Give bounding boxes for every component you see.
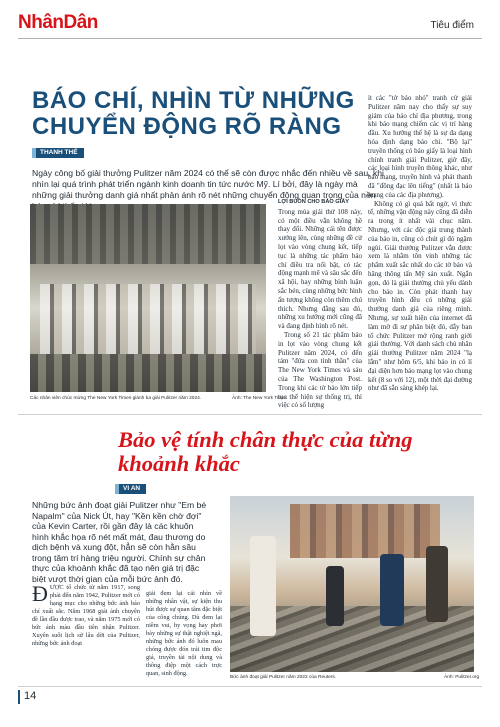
header-rule [18,38,482,39]
photo-band [30,204,266,264]
paragraph: Không có gì quá bất ngờ, vì thực tế, những vận động này cũng đã diễn ra trong ít nhất vài chục năm. Nhưng, với các độc giả trung thành của báo in, cũng có chút gì đó ngậm ngùi. Giải thưởng Pulitzer vẫn được xem là nhằm tôn vinh những tác phẩm xuất sắc nhất do các tờ báo và hãng thông tấn Mỹ sản xuất. Ngắn gọn, đó là giải thưởng chủ yếu dành cho báo in. Còn phát thanh hay truyền hình đều có những giải thưởng danh giá của riêng mình. Nhưng, sự xuất hiện của internet đã làm mờ đi sự phân biệt đó, dẫy ban tổ chức Pulitzer mở rộng ranh giới giải thưởng. Với danh sách chủ nhân giải thưởng Pulitzer năm 2024 "lạ lẫm" như hôm 6/5, khi báo in có lí đại diện hơn báo mạng lọt vào chung kết (8 so với 12), một thời đại đường như đã sẵn sàng khép lại. [368,199,472,393]
article1-author-tag: THANH THẾ [32,148,84,158]
article1-column-2 [278,198,362,410]
page-number: 14 [24,690,37,702]
section-divider [18,414,482,415]
article2-column-2: giải đem lại cái nhìn về những nhân vật, sự kiện thu hút được sự quan tâm đặc biệt của công chúng. Dù đem lại niềm vui, hy vọng hay phơi bày những sự thật nghiệt ngã, những bức ảnh đó luôn mau chóng được đón trái tim độc giả, truyền tải nội dung và thông điệp một cách trực quan, sinh động. [146,590,222,677]
article1-column-3 [368,94,472,393]
article2-photo [230,496,474,672]
photo-figure [326,566,344,626]
article2-title: Bảo vệ tính chân thực của từng khoảnh khắc [118,427,413,476]
paragraph: ít các "tờ báo nhỏ" tranh cử giải Pulitzer năm nay cho thấy sự suy giảm của báo chí địa phương, trong khi báo mạng chiếm các vị trí hàng đầu. Xu hướng thế hệ là sự đa dạng hóa định dạng báo chí. "Bộ lại" truyền thống có báo giấy là loại hình chính tranh giải Pulitzer, giờ đây, các loại hình truyền thông khác, như báo mạng, truyền hình và phát thanh đã "đồng đạc lên tiếng" (nhất là báo mạng của các địa phương). [368,94,472,199]
article1-title: BÁO CHÍ, NHÌN TỪ NHỮNG CHUYỂN ĐỘNG RÕ RÀNG [32,87,355,140]
photo-figure [426,546,448,622]
article1-subhead: LỢI BUỒN CHO BÁO GIẤY [278,199,349,205]
photo-band [30,354,266,392]
article1-lede: Ngày công bố giải thưởng Pulitzer năm 2024 có thể sẽ còn được nhắc đến nhiều về sau, khi nhìn lại quá trình phát triển ngành kinh doanh tin tức nước Mỹ. Lí bởi, đây là ngày mà những giải thưởng danh giá nhất phản ánh rõ nét những chuyển động quan trọng của nền [32,168,384,200]
paragraph: Trong số 21 tác phẩm báo in lọt vào vòng chung kết Pulitzer năm 2024, có đến tám "đứa con tinh thần" của The New York Times và sáu của The Washington Post. Trong khi các tờ báo lớn tiếp tục thể hiện sự thống trị, thì việc có số lượng [278,330,362,410]
footer-bar [18,690,488,704]
article1-photo-credit: Ảnh: The New York Times [232,396,288,401]
photo-figure [380,554,404,626]
newspaper-logo: NhânDân [18,12,98,33]
article1-photo [30,204,266,392]
article2-column-1 [32,581,140,648]
article2-author-tag: VI AN [115,484,146,494]
photo-band [290,504,440,558]
article1-photo-caption: Các nhân viên chúc mừng The New York Times giành ba giải Pulitzer năm 2024. [30,396,202,401]
dropcap: Đ [32,581,48,606]
article2-photo-credit: Ảnh: Pulitzer.org [444,675,480,680]
paragraph: Trong mùa giải thứ 108 này, có một điều vẫn không hề thay đổi. Những cái tên được xướng lên, cùng những đề cử lọt vào vòng chung kết, tiếp tục là những tác phẩm báo chí điều tra nổi bật, có tác động mạnh mẽ và sâu sắc đến xã hội, hay những bình luận sắc bén, cùng những bức hình ấn tượng không còn thêm chú thích. Nhưng đằng sau đó, những xu hướng mới cũng đã và đang định hình rõ nét. [278,207,362,331]
footer-rule [18,686,482,687]
paragraph: ƯỢC tổ chức từ năm 1917, song phải đến năm 1942, Pulitzer mới có hạng mục cho những bức ảnh báo chí xuất sắc. Năm 1968 giải ảnh chuyên đề lần đầu được trao, và năm 1975 mới có bức ảnh màu đầu tiên nhận Pulitzer. Xuyên suốt lịch sử lâu dời của Pulitzer, những bức ảnh đoạt [32,584,140,647]
article2-photo-caption: Bức ảnh đoạt giải Pulitzer năm 2022 của Reuters. [230,675,337,680]
photo-figure [250,536,276,636]
section-label: Tiêu điểm [430,20,474,31]
article2-lede: Những bức ảnh đoạt giải Pulitzer như "Em bé Napalm" của Nick Út, hay "Kền kền chờ đợi" của Kevin Carter, rồi gần đây là các khuôn hình khắc họa rõ nét mất mát, đau thương do dịch bệnh và xung đột, hẳn sẽ còn hằn sâu trong tâm trí hàng triệu người. Chính sự chân thực của khoảnh khắc đã tạo nên giá trị đặc biệt vượt thời gian của mỗi bức ảnh đó. [32,500,207,584]
photo-band [40,284,256,354]
